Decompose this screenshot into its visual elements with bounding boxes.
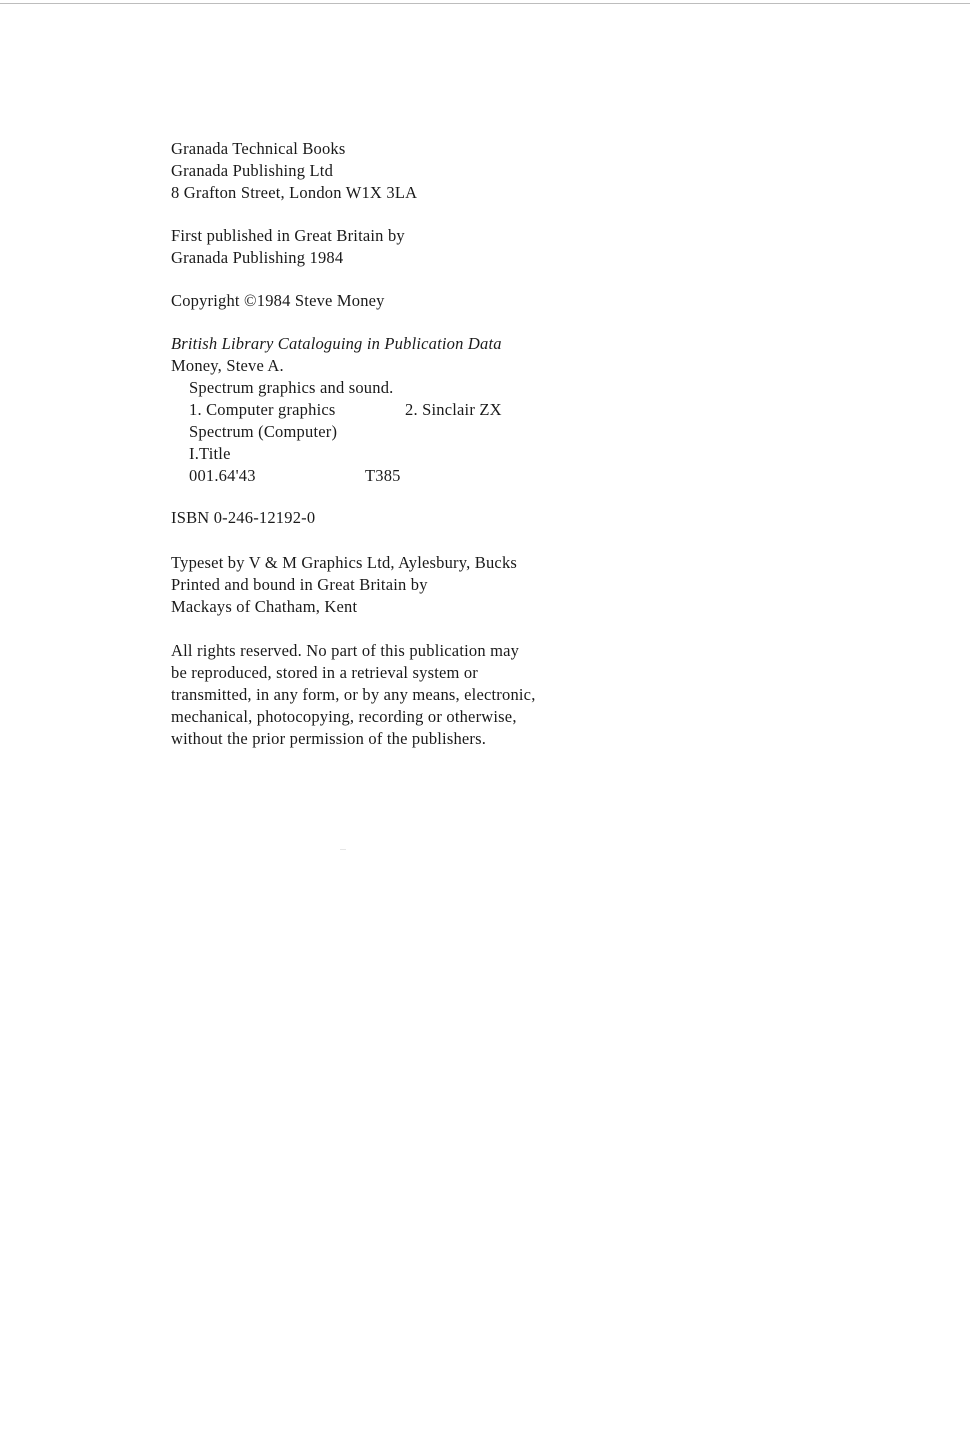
cip-title: Spectrum graphics and sound. [189,378,394,397]
first-published-year: Granada Publishing 1984 [171,248,344,267]
cip-classification: 001.64'43 [189,466,256,485]
first-published-line: First published in Great Britain by [171,226,405,245]
rights-line-1: All rights reserved. No part of this publication may [171,641,520,660]
cip-subject-2-continued: Spectrum (Computer) [189,422,338,441]
copyright-block [171,290,731,312]
cip-code: T385 [365,466,401,485]
cip-classification-row [171,465,731,487]
publisher-block [171,138,731,204]
typeset-by: Typeset by V & M Graphics Ltd, Aylesbury, Bucks [171,553,518,572]
cip-title-entry: I.Title [189,444,231,463]
publisher-name: Granada Publishing Ltd [171,161,334,180]
cip-block [171,333,731,487]
top-rule [0,3,970,4]
isbn-block [171,507,731,529]
rights-line-3: transmitted, in any form, or by any means, electronic, [171,685,536,704]
printed-by: Printed and bound in Great Britain by [171,575,428,594]
cip-subject-2: 2. Sinclair ZX [405,400,502,419]
imprint-page [171,138,731,750]
production-block [171,552,731,618]
isbn: ISBN 0-246-12192-0 [171,508,316,527]
publisher-address: 8 Grafton Street, London W1X 3LA [171,183,418,202]
rights-line-5: without the prior permission of the publishers. [171,729,487,748]
cip-author: Money, Steve A. [171,356,284,375]
cip-heading: British Library Cataloguing in Publication Data [171,334,502,353]
rights-block [171,640,731,750]
rights-line-2: be reproduced, stored in a retrieval system or [171,663,479,682]
rights-line-4: mechanical, photocopying, recording or otherwise, [171,707,517,726]
first-published-block [171,225,731,269]
cip-subject-1: 1. Computer graphics [189,400,336,419]
scan-speck [340,849,346,850]
copyright-notice: Copyright ©1984 Steve Money [171,291,385,310]
publisher-imprint: Granada Technical Books [171,139,346,158]
cip-subjects [171,399,731,421]
printer-name: Mackays of Chatham, Kent [171,597,358,616]
